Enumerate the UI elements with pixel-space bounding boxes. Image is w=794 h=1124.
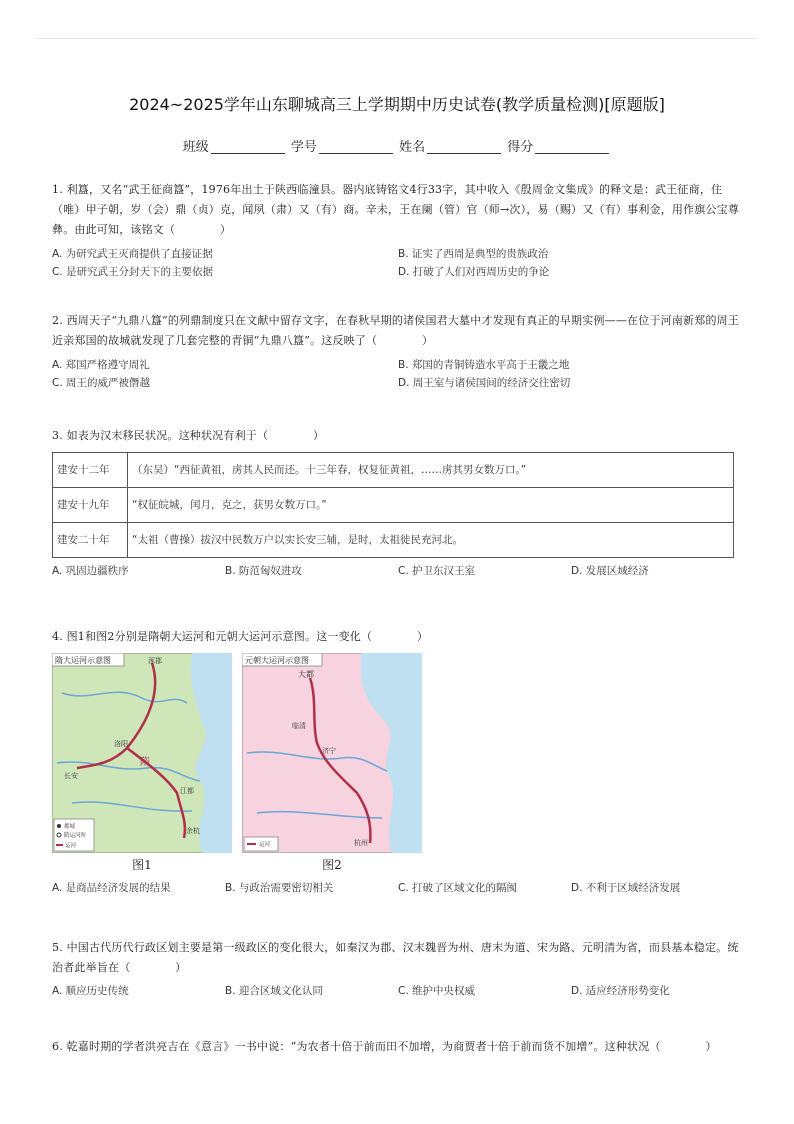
question-stem xyxy=(52,180,744,240)
question-text: 如表为汉末移民状况。这种状况有利于（ ） xyxy=(66,429,325,442)
field-score: 得分 xyxy=(507,140,534,155)
option-d[interactable]: D. 周王室与诸侯国间的经济交往密切 xyxy=(398,377,571,389)
option-d[interactable]: D. 适应经济形势变化 xyxy=(571,985,670,997)
figure-caption: 图1 xyxy=(132,858,152,872)
option-c[interactable]: C. 周王的威严被僭越 xyxy=(52,377,151,389)
question-stem xyxy=(52,938,744,978)
question-text: 图1和图2分别是隋朝大运河和元朝大运河示意图。这一变化（ ） xyxy=(66,630,429,643)
option-c[interactable]: C. 维护中央权威 xyxy=(398,985,476,997)
page-title: 2024~2025学年山东聊城高三上学期期中历史试卷(教学质量检测)[原题版] xyxy=(129,95,665,114)
question-stem xyxy=(52,1037,744,1057)
question-text: 中国古代历代行政区划主要是第一级政区的变化很大，如秦汉为郡、汉末魏晋为州、唐末为道、宋为路、元明清为省，而县基本稳定。统治者此举旨在（ ） xyxy=(52,941,739,974)
option-a[interactable]: A. 为研究武王灭商提供了直接证据 xyxy=(52,248,213,260)
table-cell-year: 建安十九年 xyxy=(53,488,128,523)
options xyxy=(52,356,744,392)
option-b[interactable]: B. 证实了西周是典型的贵族政治 xyxy=(398,248,549,260)
option-b[interactable]: B. 防范匈奴进攻 xyxy=(225,565,302,577)
table-row xyxy=(53,523,734,558)
map-label: 大都 xyxy=(298,670,314,679)
question-2 xyxy=(52,311,744,392)
table-cell-text: “太祖（曹操）拔汉中民数万户以实长安三辅，是时，太祖徙民充河北。 xyxy=(128,523,734,558)
field-score-blank[interactable] xyxy=(535,139,609,154)
table-row xyxy=(53,488,734,523)
legend-label: 都城 xyxy=(64,824,76,830)
figure-1 xyxy=(52,653,232,875)
field-class: 班级 xyxy=(182,140,209,155)
options xyxy=(52,879,744,897)
question-number: 5. xyxy=(52,941,63,954)
options xyxy=(52,982,744,1000)
question-6 xyxy=(52,1037,744,1057)
option-c[interactable]: C. 护卫东汉王室 xyxy=(398,565,476,577)
question-number: 2. xyxy=(52,314,63,327)
table-cell-text: （东吴）“西征黄祖，虏其人民而还。十三年春，权复征黄祖，……虏其男女数万口。” xyxy=(128,453,734,488)
option-d[interactable]: D. 打破了人们对西周历史的争论 xyxy=(398,266,550,278)
option-b[interactable]: B. 迎合区域文化认同 xyxy=(225,985,323,997)
question-1 xyxy=(52,180,744,281)
map-title: 隋大运河示意图 xyxy=(55,656,111,665)
table-cell-text: “权征皖城，闰月，克之，获男女数万口。” xyxy=(128,488,734,523)
top-rule xyxy=(36,38,758,39)
question-text: 西周天子“九鼎八簋”的列鼎制度只在文献中留存文字，在春秋早期的诸侯国君大墓中才发现有真正的早期实例——在位于河南新郑的周王近亲郑国的故城就发现了几套完整的青铜“九鼎八簋”。这反映了（ ） xyxy=(52,314,740,347)
option-d[interactable]: D. 发展区域经济 xyxy=(571,565,649,577)
option-a[interactable]: A. 巩固边疆秩序 xyxy=(52,565,129,577)
question-number: 1. xyxy=(52,183,63,196)
capital-icon xyxy=(57,824,61,828)
map-label: 余杭 xyxy=(186,827,200,835)
map-label: 涿郡 xyxy=(148,657,162,665)
student-info-line xyxy=(0,136,794,155)
field-name: 姓名 xyxy=(399,140,426,155)
option-a[interactable]: A. 顺应历史传统 xyxy=(52,985,129,997)
question-3 xyxy=(52,426,744,580)
table-row xyxy=(53,453,734,488)
option-b[interactable]: B. 与政治需要密切相关 xyxy=(225,882,334,894)
question-stem xyxy=(52,426,744,446)
table-cell-year: 建安二十年 xyxy=(53,523,128,558)
option-a[interactable]: A. 郑国严格遵守周礼 xyxy=(52,359,150,371)
migration-table xyxy=(52,452,734,558)
figure-caption: 图2 xyxy=(322,858,342,872)
question-5 xyxy=(52,938,744,1000)
sui-canal-map xyxy=(52,653,232,853)
question-text: 利簋，又名“武王征商簋”，1976年出土于陕西临潼县。器内底铸铭文4行33字，其中收入《殷周金文集成》的释文是：武王征商，住（唯）甲子朝，岁（会）鼎（贞）克，闻夙（肃）又（有）商。辛未，王在阑（管）官（师→次），易（赐）又（有）事利金，用作旗公宝尊彝。由此可知，该铭文（ ） xyxy=(52,183,740,236)
map-label: 临清 xyxy=(292,722,306,730)
field-class-blank[interactable] xyxy=(211,139,285,154)
legend-label: 运河 xyxy=(259,842,271,848)
map-label: 杭州 xyxy=(354,839,368,847)
option-c[interactable]: C. 打破了区域文化的隔阂 xyxy=(398,882,518,894)
question-number: 4. xyxy=(52,630,63,643)
map-title: 元朝大运河示意图 xyxy=(245,656,309,665)
map-label: 长安 xyxy=(64,772,78,780)
figure-2 xyxy=(242,653,422,875)
options xyxy=(52,245,744,281)
question-stem xyxy=(52,627,744,647)
legend-label: 隋运河所 xyxy=(64,833,87,839)
field-name-blank[interactable] xyxy=(427,139,501,154)
question-text: 乾嘉时期的学者洪亮吉在《意言》一书中说：“为农者十倍于前而田不加增，为商贾者十倍于前而货不加增”。这种状况（ ） xyxy=(66,1040,717,1053)
table-cell-year: 建安十二年 xyxy=(53,453,128,488)
option-b[interactable]: B. 郑国的青铜铸造水平高于王畿之地 xyxy=(398,359,570,371)
option-a[interactable]: A. 是商品经济发展的结果 xyxy=(52,882,171,894)
question-number: 3. xyxy=(52,429,63,442)
question-4 xyxy=(52,627,744,897)
map-label: 济宁 xyxy=(322,747,336,755)
options xyxy=(52,562,744,580)
map-label: 洛阳 xyxy=(114,740,128,748)
yuan-canal-map xyxy=(242,653,422,853)
question-number: 6. xyxy=(52,1040,63,1053)
legend-label: 运河 xyxy=(65,843,77,849)
map-figures xyxy=(52,653,744,875)
option-d[interactable]: D. 不利于区域经济发展 xyxy=(571,882,681,894)
field-number: 学号 xyxy=(290,140,317,155)
map-label: 江都 xyxy=(180,787,194,795)
option-c[interactable]: C. 是研究武王分封天下的主要依据 xyxy=(52,266,214,278)
field-number-blank[interactable] xyxy=(319,139,393,154)
map-label: 隋 xyxy=(140,757,150,768)
question-stem xyxy=(52,311,744,351)
